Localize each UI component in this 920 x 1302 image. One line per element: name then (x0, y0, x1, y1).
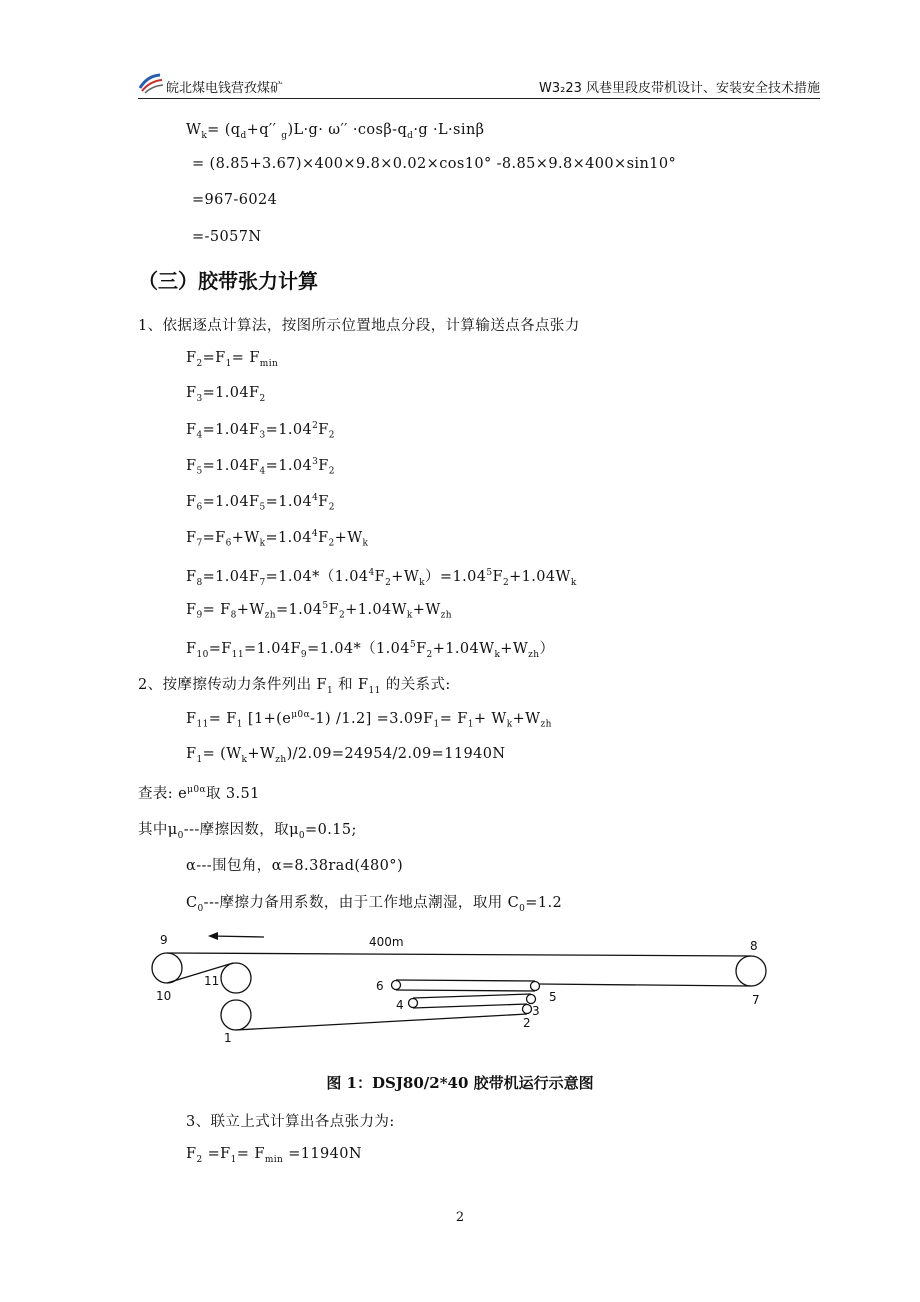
page-number: 2 (455, 1210, 465, 1225)
pulley-9-10 (152, 953, 182, 983)
label-3: 3 (532, 1004, 540, 1018)
direction-arrow-icon (210, 936, 264, 937)
pulley-1 (221, 1000, 251, 1030)
section-title: （三）胶带张力计算 (138, 269, 318, 293)
belt-4-to-3 (413, 994, 531, 998)
lookup-table-note: 查表: $e^{\mu 0\alpha}$取 3.51 (138, 785, 260, 802)
step2-title: 2、按摩擦传动力条件列出 $F_1$ 和 $F_{11}$ 的关系式: (138, 677, 451, 696)
eq-f11-f1: $F_{11}= F_1$ [$1+(e^{\mu 0\alpha}-1)$ $/1.2] =3.09F_1= F_1+ W_k+W_{zh}$ (186, 710, 552, 730)
wk-formula-line-2: = (8.85+3.67)×400×9.8×0.02×cos10° -8.85×9.8×400×sin10° (192, 156, 677, 172)
belt-6-lower (396, 990, 535, 991)
roller-6 (392, 981, 401, 990)
roller-3 (527, 995, 536, 1004)
label-7: 7 (752, 993, 760, 1007)
c0-definition: $C_0---$摩擦力备用系数，由于工作地点潮湿，取用 $C_0=1.2$ (186, 895, 563, 914)
eq-f4: $F_4=1.04F_3=1.04^2F_2$ (186, 421, 335, 441)
figure-caption: 图 1：DSJ80/2*40 胶带机运行示意图 (326, 1074, 594, 1092)
eq-f8: $F_8=1.04F_7=1.04*(1.04^4F_2+W_k)=1.04^5F_2+1.04W_k$ (186, 568, 577, 588)
eq-f10-f11: $F_{10}=F_{11}=1.04F_9=1.04*(1.04^5F_2+1.04W_k+W_{zh})$ (186, 640, 555, 660)
roller-5 (531, 982, 540, 991)
step1-title: 1、依据逐点计算法，按图所示位置地点分段，计算输送点各点张力 (138, 318, 580, 334)
eq-f6: $F_6=1.04F_5=1.04^4F_2$ (186, 493, 335, 513)
pulley-11 (221, 963, 251, 993)
eq-f5: $F_5=1.04F_4=1.04^3F_2$ (186, 457, 335, 477)
label-9: 9 (160, 933, 168, 947)
eq-f2-result: $F_2 =F_1= F_{min} =11940N$ (186, 1146, 363, 1165)
eq-f9: $F_9= F_8+W_{zh}=1.04^5F_2+1.04W_k+W_{zh}$ (186, 601, 452, 621)
pulley-7-8 (736, 956, 766, 986)
mu-definition: 其中$\mu_0---$摩擦因数，取$\mu_0=0.15$; (138, 822, 357, 841)
belt-4-to-2 (413, 1004, 527, 1008)
arrow-head-icon (208, 932, 218, 940)
length-label: 400m (369, 935, 404, 949)
document-title: W3₂23 风巷里段皮带机设计、安装安全技术措施 (538, 81, 820, 96)
label-4: 4 (396, 998, 404, 1012)
eq-f7: $F_7=F_6+W_k=1.04^4F_2+W_k$ (186, 529, 369, 549)
belt-6-to-5 (396, 980, 535, 981)
wk-formula-line-3: =967-6024 (192, 192, 278, 208)
belt-conveyor-diagram (138, 925, 788, 1050)
roller-2 (523, 1005, 532, 1014)
label-1: 1 (224, 1031, 232, 1045)
roller-4 (409, 999, 418, 1008)
alpha-definition: α---围包角，α=8.38rad(480°) (186, 858, 404, 874)
label-10: 10 (156, 989, 172, 1003)
label-5: 5 (549, 990, 557, 1004)
belt-7-to-5 (539, 984, 751, 986)
eq-f2: $F_2=F_1= F_{min}$ (186, 350, 279, 369)
eq-f1-result: $F_1= (W_k+W_{zh})/2.09=24954/2.09=11940N$ (186, 746, 506, 765)
label-6: 6 (376, 979, 384, 993)
eq-f3: $F_3=1.04F_2$ (186, 385, 266, 404)
belt-top-run (167, 953, 751, 956)
belt-1-to-2 (236, 1014, 527, 1030)
company-name: 皖北煤电钱营孜煤矿 (166, 81, 284, 96)
belt-10-to-11 (167, 963, 233, 983)
label-11: 11 (204, 974, 220, 988)
label-8: 8 (750, 939, 758, 953)
wk-formula-line-1: $W_k= (q_d+q''$ $_g)L\cdot g\cdot \omega'' \cdot\cos\beta-q_d\cdot g \cdot L\cdot\sin\beta$ (186, 122, 485, 141)
wk-formula-line-4: =-5057N (192, 229, 262, 245)
page-header (138, 68, 820, 99)
company-logo-icon (138, 72, 164, 94)
label-2: 2 (523, 1016, 531, 1030)
step3-title: 3、联立上式计算出各点张力为: (186, 1114, 395, 1130)
